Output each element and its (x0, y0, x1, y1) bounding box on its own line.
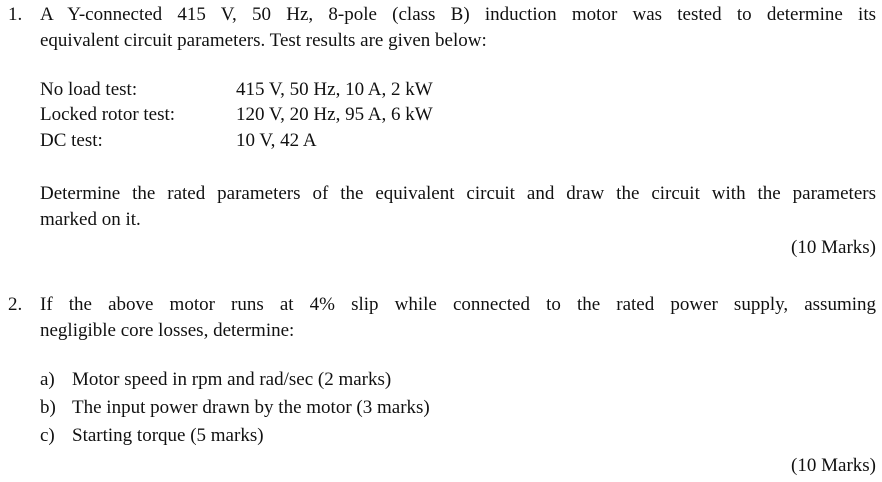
question-marks: (10 Marks) (791, 237, 876, 258)
sub-question-letter: b) (40, 397, 56, 418)
question-task-line-2: marked on it. (40, 209, 141, 230)
question-intro-line-2: equivalent circuit parameters. Test results are given below: (40, 30, 487, 51)
sub-question-letter: c) (40, 425, 55, 446)
test-label: Locked rotor test: (40, 104, 176, 125)
sub-question-letter: a) (40, 369, 55, 390)
question-intro-line-2: negligible core losses, determine: (40, 320, 295, 341)
question-marks: (10 Marks) (791, 455, 876, 476)
question-number: 2. (8, 294, 23, 315)
question-number: 1. (8, 4, 23, 25)
question-intro-line-1: A Y-connected 415 V, 50 Hz, 8-pole (class B) induction motor was tested to determine its (40, 4, 876, 25)
test-value: 10 V, 42 A (236, 130, 317, 151)
test-value: 415 V, 50 Hz, 10 A, 2 kW (236, 79, 433, 100)
sub-question-text: The input power drawn by the motor (3 marks) (72, 397, 430, 418)
sub-question-text: Starting torque (5 marks) (72, 425, 264, 446)
question-task-line-1: Determine the rated parameters of the equivalent circuit and draw the circuit with the parameters (40, 183, 876, 204)
test-value: 120 V, 20 Hz, 95 A, 6 kW (236, 104, 433, 125)
sub-question-text: Motor speed in rpm and rad/sec (2 marks) (72, 369, 392, 390)
question-intro-line-1: If the above motor runs at 4% slip while connected to the rated power supply, assuming (40, 294, 876, 315)
test-label: DC test: (40, 130, 103, 151)
test-label: No load test: (40, 79, 138, 100)
